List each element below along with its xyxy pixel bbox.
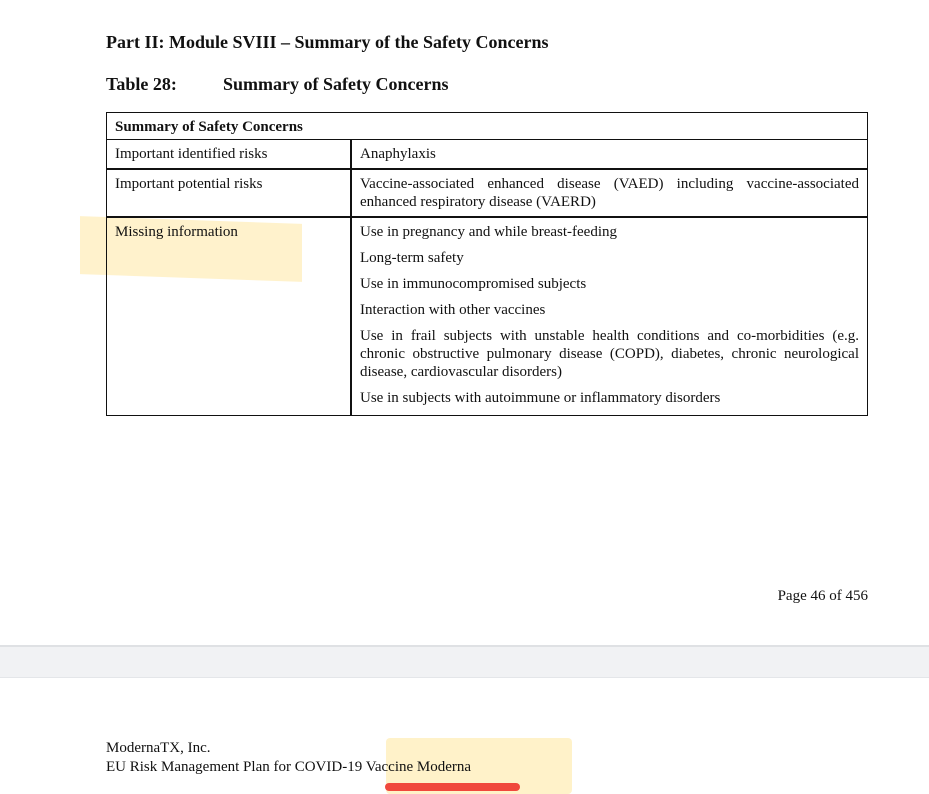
list-item: Long-term safety: [360, 250, 464, 266]
table-row: [107, 217, 868, 416]
table-row: [107, 169, 868, 217]
page-separator: [0, 645, 929, 678]
list-item: Use in subjects with autoimmune or inflammatory disorders: [360, 390, 721, 406]
category-cell: Important identified risks: [107, 140, 352, 170]
table-header-row: [107, 113, 868, 140]
page-number: Page 46 of 456: [777, 588, 868, 604]
footer-company: ModernaTX, Inc.: [106, 740, 211, 756]
category-cell: Missing information: [107, 217, 352, 416]
category-cell: Important potential risks: [107, 169, 352, 217]
list-item: Use in frail subjects with unstable health conditions and co-morbidities (e.g. chronic obstructive pulmonary disease (COPD), diabetes, chronic neurological disease, cardiovascular disorders): [360, 328, 859, 380]
table-row: [107, 140, 868, 170]
red-underline-mark: [385, 783, 520, 791]
risk-cell: Vaccine-associated enhanced disease (VAED) including vaccine-associated enhanced respiratory disease (VAERD): [351, 169, 868, 217]
list-item: Use in immunocompromised subjects: [360, 276, 587, 292]
list-item: Interaction with other vaccines: [360, 302, 546, 318]
footer-document-title: EU Risk Management Plan for COVID-19 Vaccine Moderna: [106, 759, 472, 775]
table-caption: [106, 74, 449, 95]
safety-concerns-table: [106, 112, 868, 416]
list-item: Use in pregnancy and while breast-feeding: [360, 224, 617, 240]
risk-cell: Anaphylaxis: [351, 140, 868, 170]
missing-info-cell: [351, 217, 868, 416]
page-footer: [106, 739, 471, 777]
table-number: Table 28:: [106, 74, 177, 94]
table-name: Summary of Safety Concerns: [223, 74, 449, 94]
section-heading: Part II: Module SVIII – Summary of the Safety Concerns: [106, 32, 549, 52]
table-header-cell: Summary of Safety Concerns: [107, 113, 868, 140]
